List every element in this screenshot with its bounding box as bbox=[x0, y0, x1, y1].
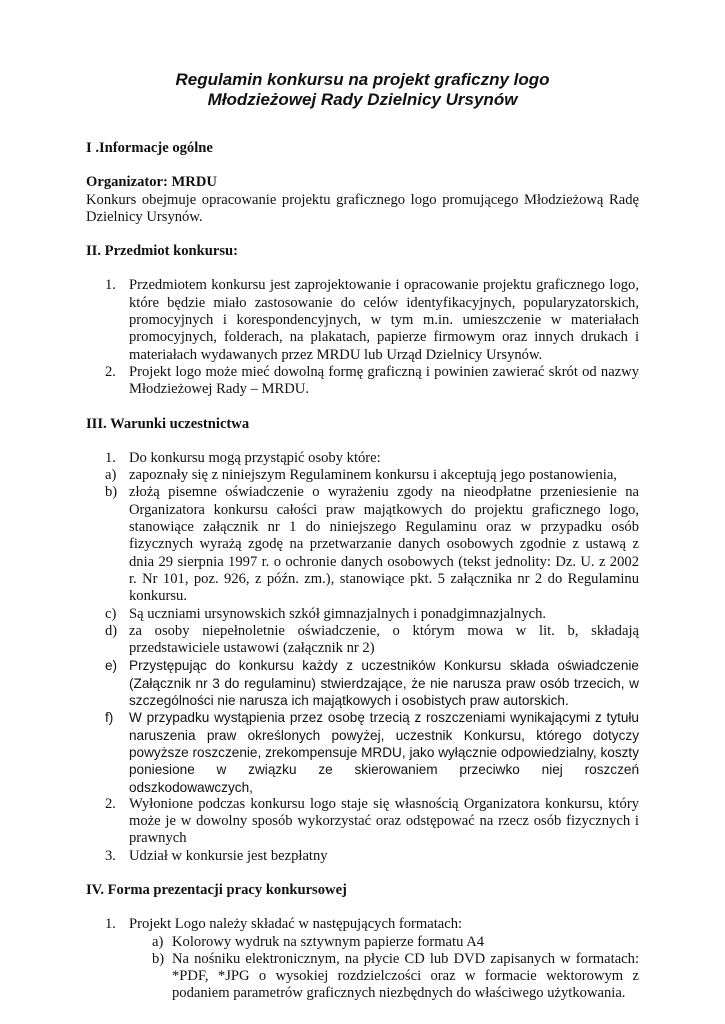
title-line-1: Regulamin konkursu na projekt graficzny logo bbox=[175, 70, 550, 89]
list-item: b) złożą pisemne oświadczenie o wyrażeniu zgody na nieodpłatne przeniesienie na Organizatora konkursu całości praw majątkowych do projektu graficznego logo, stanowiące załącznik nr 1 do niniejszego Regulaminu oraz w przypadku osób fizycznych wyrażą zgodę na przetwarzanie danych osobowych zgodnie z ustawą z dnia 29 sierpnia 1997 r. o ochronie danych osobowych (tekst jednolity: Dz. U. z 2002 r. Nr 101, poz. 926, z późn. zm.), stanowiące pkt. 5 załącznika nr 2 do Regulaminu konkursu. bbox=[105, 484, 639, 605]
list-item: 2. Wyłonione podczas konkursu logo staje się własnością Organizatora konkursu, który może je w dowolny sposób wykorzystać oraz odstępować na rzecz osób fizycznych i prawnych bbox=[105, 795, 639, 847]
list-item: a) zapoznały się z niniejszym Regulaminem konkursu i akceptują jego postanowienia, bbox=[105, 467, 617, 484]
list-item: b) Na nośniku elektronicznym, na płycie CD lub DVD zapisanych w formatach: *PDF, *JPG o wysokiej rozdzielczości oraz w formacie wektorowym z podaniem parametrów graficznych niezbędnych do właściwego użytkowania. bbox=[152, 950, 639, 1002]
list-item: 1. Projekt Logo należy składać w następujących formatach: bbox=[105, 916, 463, 933]
list-item: 2. Projekt logo może mieć dowolną formę graficzną i powinien zawierać skrót od nazwy Młodzieżowej Rady – MRDU. bbox=[105, 363, 639, 398]
list-item: e) Przystępując do konkursu każdy z uczestników Konkursu składa oświadczenie (Załącznik nr 3 do regulaminu) stwierdzające, że nie narusza praw osób trzecich, w szczególności nie narusza ich majątkowych i osobistych praw autorskich. bbox=[105, 658, 639, 709]
section-1-text: Konkurs obejmuje opracowanie projektu graficznego logo promującego Młodzieżową Radę Dzielnicy Ursynów. bbox=[86, 191, 639, 225]
section-3-list bbox=[86, 450, 639, 865]
list-item: a) Kolorowy wydruk na sztywnym papierze formatu A4 bbox=[152, 933, 485, 950]
section-2-heading: II. Przedmiot konkursu: bbox=[86, 243, 239, 260]
document-title bbox=[86, 70, 639, 110]
section-3-heading: III. Warunki uczestnictwa bbox=[86, 415, 250, 432]
section-4-list bbox=[86, 916, 639, 933]
list-item: 1. Przedmiotem konkursu jest zaprojektowanie i opracowanie projektu graficznego logo, które będzie miało zastosowanie do celów identyfikacyjnych, popularyzatorskich, promocyjnych i korespondencyjnych, w tym m.in. umieszczenie w materiałach promocyjnych, folderach, na plakatach, papierze firmowym oraz innych drukach i materiałach wydawanych przez MRDU lub Urząd Dzielnicy Ursynów. bbox=[105, 277, 639, 363]
list-item: f) W przypadku wystąpienia przez osobę trzecią z roszczeniami wynikającymi z tytułu naruszenia praw określonych powyżej, uczestnik Konkursu, którego dotyczy powyższe roszczenie, zrekompensuje MRDU, jako wyłącznie odpowiedzialny, koszty poniesione w związku ze skierowaniem przeciwko niej roszczeń odszkodowawczych, bbox=[105, 710, 639, 795]
list-item: d) za osoby niepełnoletnie oświadczenie, o którym mowa w lit. b, składają przedstawiciele ustawowi (załącznik nr 2) bbox=[105, 622, 639, 657]
list-item: 1. Do konkursu mogą przystąpić osoby które: bbox=[105, 449, 381, 466]
list-item: 3. Udział w konkursie jest bezpłatny bbox=[105, 847, 328, 864]
title-line-2: Młodzieżowej Rady Dzielnicy Ursynów bbox=[207, 90, 518, 109]
list-item: c) Są uczniami ursynowskich szkół gimnazjalnych i ponadgimnazjalnych. bbox=[105, 605, 547, 622]
section-4-heading: IV. Forma prezentacji pracy konkursowej bbox=[86, 881, 347, 898]
section-4-sublist bbox=[86, 934, 639, 1003]
section-1-heading: I .Informacje ogólne bbox=[86, 140, 213, 156]
section-2-list bbox=[86, 277, 639, 398]
organizer-label: Organizator: MRDU bbox=[86, 174, 217, 191]
